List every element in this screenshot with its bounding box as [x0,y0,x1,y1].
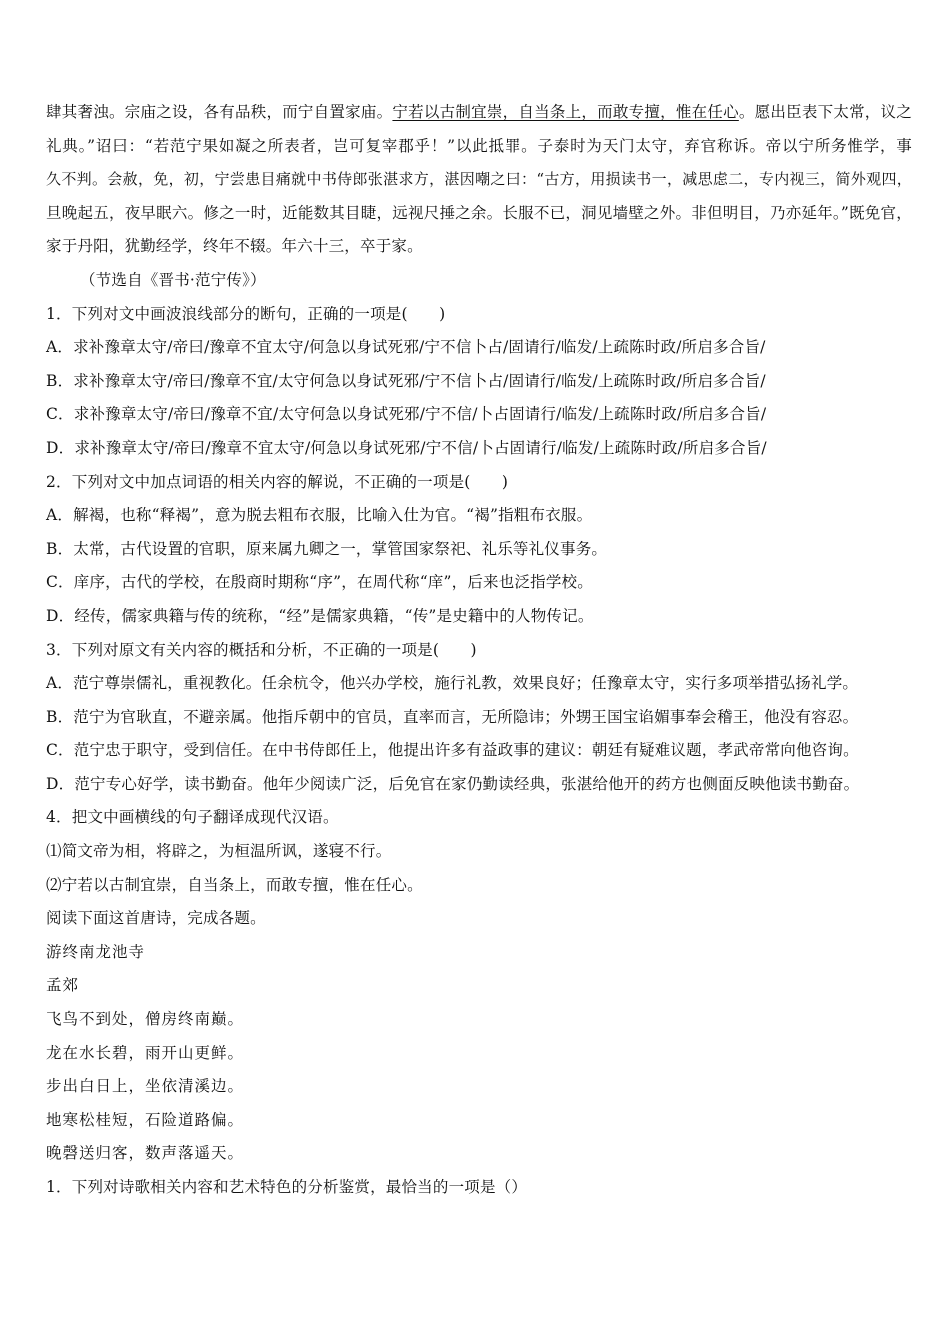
question-4-item-2: ⑵宁若以古制宜崇，自当条上，而敢专擅，惟在任心。 [46,875,423,894]
question-1-option-b: B．求补豫章太守/帝曰/豫章不宜/太守何急以身试死邪/宁不信卜占/固请行/临发/上疏陈时政/所启多合旨/ [46,371,766,390]
poem-line-5: 晚磬送归客，数声落遥天。 [46,1144,245,1163]
question-3-option-a: A．范宁尊崇儒礼，重视教化。任余杭令，他兴办学校，施行礼教，效果良好；任豫章太守，实行多项举措弘扬礼学。 [46,674,859,693]
question-2-option-d: D．经传，儒家典籍与传的统称，“经”是儒家典籍，“传”是史籍中的人物传记。 [46,606,594,625]
passage-line-2: 礼典。”诏曰：“若范宁果如凝之所表者，岂可复宰郡乎！”以此抵罪。子泰时为天门太守，弃官称诉。帝以宁所务惟学，事 [46,136,912,155]
question-3-option-c: C．范宁忠于职守，受到信任。在中书侍郎任上，他提出许多有益政事的建议：朝廷有疑难议题，孝武帝常向他咨询。 [46,741,859,760]
question-2-stem: 2．下列对文中加点词语的相关内容的解说，不正确的一项是( ) [46,472,509,491]
question-3-stem: 3．下列对原文有关内容的概括和分析，不正确的一项是( ) [46,640,477,659]
poem-line-2: 龙在水长碧，雨开山更鲜。 [46,1043,245,1062]
underlined-sentence: 宁若以古制宜崇，自当条上，而敢专擅，惟在任心 [392,103,739,121]
question-2-option-c: C．庠序，古代的学校，在殷商时期称“序”，在周代称“庠”，后来也泛指学校。 [46,573,593,592]
poem-question-1-stem: 1．下列对诗歌相关内容和艺术特色的分析鉴赏，最恰当的一项是（） [46,1178,528,1196]
passage-line-4: 旦晚起五，夜早眠六。修之一时，近能数其目睫，远视尺捶之余。长服不已，洞见墙壁之外。非但明目，乃亦延年。”既免官， [46,203,912,222]
question-1-option-c: C．求补豫章太守/帝曰/豫章不宜/太守何急以身试死邪/宁不信/卜占固请行/临发/上疏陈时政/所启多合旨/ [46,405,767,424]
question-1-option-d: D．求补豫章太守/帝曰/豫章不宜太守/何急以身试死邪/宁不信/卜占固请行/临发/上疏陈时政/所启多合旨/ [46,438,767,457]
question-3-option-b: B．范宁为官耿直，不避亲属。他指斥朝中的官员，直率而言，无所隐讳；外甥王国宝谄媚事奉会稽王，他没有容忍。 [46,707,859,726]
poem-line-4: 地寒松桂短，石险道路偏。 [46,1110,245,1129]
poem-line-1: 飞鸟不到处，僧房终南巅。 [46,1010,245,1029]
question-2-option-a: A．解褐，也称“释褐”，意为脱去粗布衣服，比喻入仕为官。“褐”指粗布衣服。 [46,506,593,525]
question-2-option-b: B．太常，古代设置的官职，原来属九卿之一，掌管国家祭祀、礼乐等礼仪事务。 [46,539,608,558]
question-3-option-d: D．范宁专心好学，读书勤奋。他年少阅读广泛，后免官在家仍勤读经典，张湛给他开的药方也侧面反映他读书勤奋。 [46,774,860,793]
question-4-stem: 4．把文中画横线的句子翻译成现代汉语。 [46,808,339,827]
passage-line-5: 家于丹阳，犹勤经学，终年不辍。年六十三，卒于家。 [46,237,423,256]
passage-source: （节选自《晋书·范宁传》） [80,270,266,289]
question-1-option-a: A．求补豫章太守/帝曰/豫章不宜太守/何急以身试死邪/宁不信卜占/固请行/临发/上疏陈时政/所启多合旨/ [46,338,766,357]
passage-line-3: 久不判。会赦，免，初，宁尝患目痛就中书侍郎张湛求方，湛因嘲之曰：“古方，用损读书一，减思虑二，专内视三，简外观四， [46,170,912,189]
document-page [46,96,912,1205]
question-1-stem: 1．下列对文中画波浪线部分的断句，正确的一项是( ) [46,304,446,323]
poem-line-3: 步出白日上，坐依清溪边。 [46,1077,245,1096]
passage-line-1: 肆其奢浊。宗庙之设，各有品秩，而宁自置家庙。宁若以古制宜崇，自当条上，而敢专擅，惟在任心。愿出臣表下太常，议之 [46,103,913,121]
poem-intro: 阅读下面这首唐诗，完成各题。 [46,909,266,928]
question-4-item-1: ⑴简文帝为相，将辟之，为桓温所讽，遂寝不行。 [46,842,392,861]
poem-title: 游终南龙池寺 [46,942,146,961]
poem-author: 孟郊 [46,976,80,995]
